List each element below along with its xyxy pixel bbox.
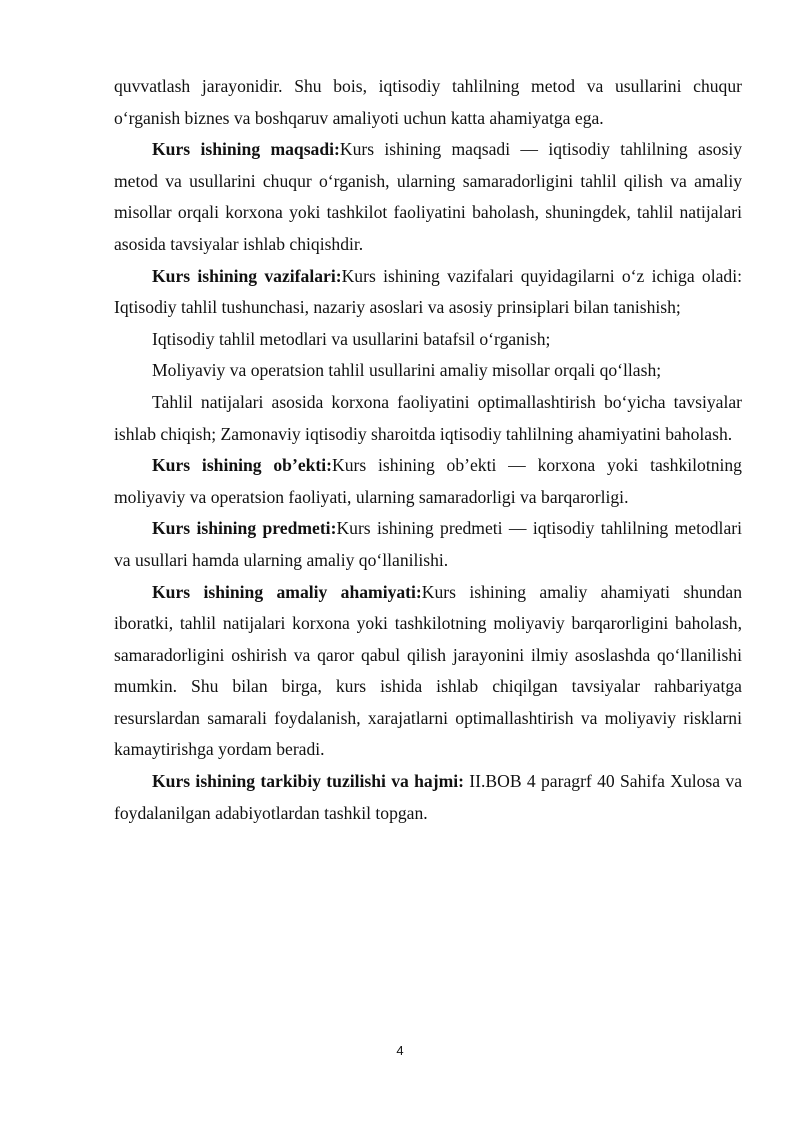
document-body (114, 71, 742, 829)
task-item (114, 387, 742, 450)
structure-heading: Kurs ishining tarkibiy tuzilishi va hajmi: (152, 771, 464, 792)
significance-text: Kurs ishining amaliy ahamiyati shundan iboratki, tahlil natijalari korxona yoki tashkilotning moliyaviy barqarorligini baholash, samaradorligini oshirish va qaror qabul qilish jarayonini ilmiy asoslashda qo‘llanilishi mumkin. Shu bilan birga, kurs ishida ishlab chiqilgan tavsiyalar rahbariyatga resurslardan samarali foydalanish, xarajatlarni optimallashtirish va moliyaviy risklarni kamaytirishga yordam beradi. (114, 581, 742, 760)
goal-paragraph (114, 134, 742, 260)
task-item-text: Tahlil natijalari asosida korxona faoliyatini optimallashtirish bo‘yicha tavsiyalar ishlab chiqish; Zamonaviy iqtisodiy sharoitda iqtisodiy tahlilning ahamiyatini baholash. (114, 391, 742, 444)
task-item-text: Moliyaviy va operatsion tahlil usullarini amaliy misollar orqali qo‘llash; (152, 360, 662, 381)
object-text: Kurs ishining ob’ekti — korxona yoki tashkilotning moliyaviy va operatsion faoliyati, ularning samaradorligi va barqarorligi. (114, 455, 742, 507)
intro-paragraph (114, 71, 742, 134)
subject-text: Kurs ishining predmeti — iqtisodiy tahlilning metodlari va usullari hamda ularning amaliy qo‘llanilishi. (114, 518, 742, 570)
task-item-text: Iqtisodiy tahlil metodlari va usullarini batafsil o‘rganish; (152, 328, 551, 349)
object-paragraph (114, 450, 742, 513)
tasks-paragraph (114, 261, 742, 324)
tasks-text: Kurs ishining vazifalari quyidagilarni o‘z ichiga oladi: Iqtisodiy tahlil tushunchasi, nazariy asoslari va asosiy prinsiplari bilan tanishish; (114, 265, 742, 318)
goal-text: Kurs ishining maqsadi — iqtisodiy tahlilning asosiy metod va usullarini chuqur o‘rganish, ularning samaradorligini tahlil qilish va amaliy misollar orqali korxona yoki tashkilot faoliyatini baholash, shuningdek, tahlil natijalari asosida tavsiyalar ishlab chiqishdir. (114, 139, 743, 254)
structure-paragraph (114, 766, 742, 829)
intro-text: quvvatlash jarayonidir. Shu bois, iqtisodiy tahlilning metod va usullarini chuqur o‘rganish biznes va boshqaruv amaliyoti uchun katta ahamiyatga ega. (114, 76, 742, 128)
tasks-heading: Kurs ishining vazifalari: (152, 265, 342, 286)
task-item (114, 355, 742, 387)
page-number: 4 (396, 1043, 404, 1058)
subject-heading: Kurs ishining predmeti: (152, 518, 337, 539)
significance-heading: Kurs ishining amaliy ahamiyati: (152, 581, 422, 602)
subject-paragraph (114, 513, 742, 576)
goal-heading: Kurs ishining maqsadi: (152, 139, 340, 160)
object-heading: Kurs ishining ob’ekti: (152, 455, 333, 476)
structure-text: II.BOB 4 paragrf 40 Sahifa Xulosa va foydalanilgan adabiyotlardan tashkil topgan. (114, 771, 742, 823)
significance-paragraph (114, 577, 742, 767)
task-item (114, 324, 742, 356)
